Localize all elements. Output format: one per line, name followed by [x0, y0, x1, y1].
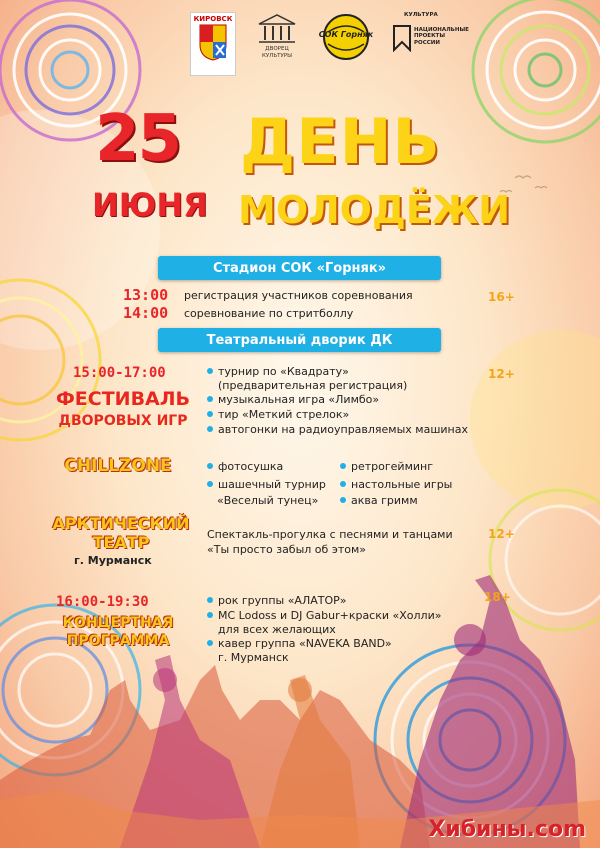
concert-title-line2: ПРОГРАММА	[66, 633, 170, 649]
sponsor-logos	[190, 12, 469, 74]
festival-item: турнир по «Квадрату»	[207, 365, 349, 378]
festival-item: тир «Меткий стрелок»	[207, 408, 349, 421]
concert-time: 16:00-19:30	[56, 594, 149, 610]
theatre-description-line2: «Ты просто забыл об этом»	[207, 543, 367, 556]
kirovsk-logo-label: КИРОВСК	[193, 15, 233, 23]
concert-item-note: для всех желающих	[218, 623, 336, 636]
concert-item: кавер группа «NAVEKA BAND»	[207, 637, 392, 650]
age-rating-badge: 18+	[484, 590, 511, 604]
nat-logo-top-label: КУЛЬТУРА	[404, 12, 438, 18]
kirovsk-logo	[190, 12, 236, 76]
theatre-title-line2: ТЕАТР	[92, 533, 150, 552]
chillzone-item: фотосушка	[207, 460, 283, 473]
festival-title-line1: ФЕСТИВАЛЬ	[55, 388, 191, 410]
concert-title-line1: КОНЦЕРТНАЯ	[62, 615, 174, 631]
theatre-city: г. Мурманск	[74, 554, 152, 567]
site-watermark: Хибины.com	[428, 817, 586, 842]
theatre-description-line1: Спектакль-прогулка с песнями и танцами	[207, 528, 453, 541]
festival-title-line2: ДВОРОВЫХ ИГР	[58, 413, 188, 429]
festival-item: автогонки на радиоуправляемых машинах	[207, 423, 468, 436]
nat-logo-main-label: НАЦИОНАЛЬНЫЕ ПРОЕКТЫ РОССИИ	[414, 26, 469, 46]
dk-logo-label: ДВОРЕЦ КУЛЬТУРЫ	[261, 46, 293, 59]
sok-gornyak-logo	[318, 12, 374, 74]
event-title-line2: МОЛОДЁЖИ	[238, 188, 511, 232]
age-rating-badge: 12+	[488, 527, 515, 541]
palace-of-culture-logo	[252, 12, 302, 74]
sok-logo-label: СОК Горняк	[318, 30, 374, 39]
event-title-line1: ДЕНЬ	[240, 105, 441, 178]
coat-of-arms-icon	[198, 23, 228, 61]
age-rating-badge: 12+	[488, 367, 515, 381]
building-columns-icon	[255, 12, 299, 46]
festival-item-note: (предварительная регистрация)	[218, 379, 408, 392]
age-rating-badge: 16+	[488, 290, 515, 304]
concert-item: MC Lodoss и DJ Gabur+краски «Холли»	[207, 609, 441, 622]
national-projects-logo	[392, 12, 469, 74]
date-month: ИЮНЯ	[92, 186, 208, 224]
schedule-time: 13:00	[123, 286, 169, 304]
festival-item: музыкальная игра «Лимбо»	[207, 393, 379, 406]
chillzone-title: CHILLZONE	[64, 456, 172, 476]
schedule-text: соревнование по стритболлу	[184, 307, 354, 320]
theatre-title-line1: АРКТИЧЕСКИЙ	[52, 514, 190, 533]
chillzone-item: настольные игры	[340, 478, 452, 491]
festival-time: 15:00-17:00	[73, 365, 166, 381]
national-projects-arrow-icon	[392, 22, 412, 52]
date-number: 25	[95, 102, 181, 176]
concert-item: рок группы «АЛАТОР»	[207, 594, 346, 607]
chillzone-item: ретрогейминг	[340, 460, 433, 473]
venue-courtyard-banner: Театральный дворик ДК	[158, 328, 441, 352]
chillzone-item: аква гримм	[340, 494, 418, 507]
spiral-top-right	[473, 0, 600, 142]
schedule-text: регистрация участников соревнования	[184, 289, 413, 302]
chillzone-item-note: «Веселый тунец»	[217, 494, 319, 507]
venue-stadium-banner: Стадион СОК «Горняк»	[158, 256, 441, 280]
schedule-time: 14:00	[123, 304, 169, 322]
concert-item-note: г. Мурманск	[218, 651, 289, 664]
chillzone-item: шашечный турнир	[207, 478, 326, 491]
